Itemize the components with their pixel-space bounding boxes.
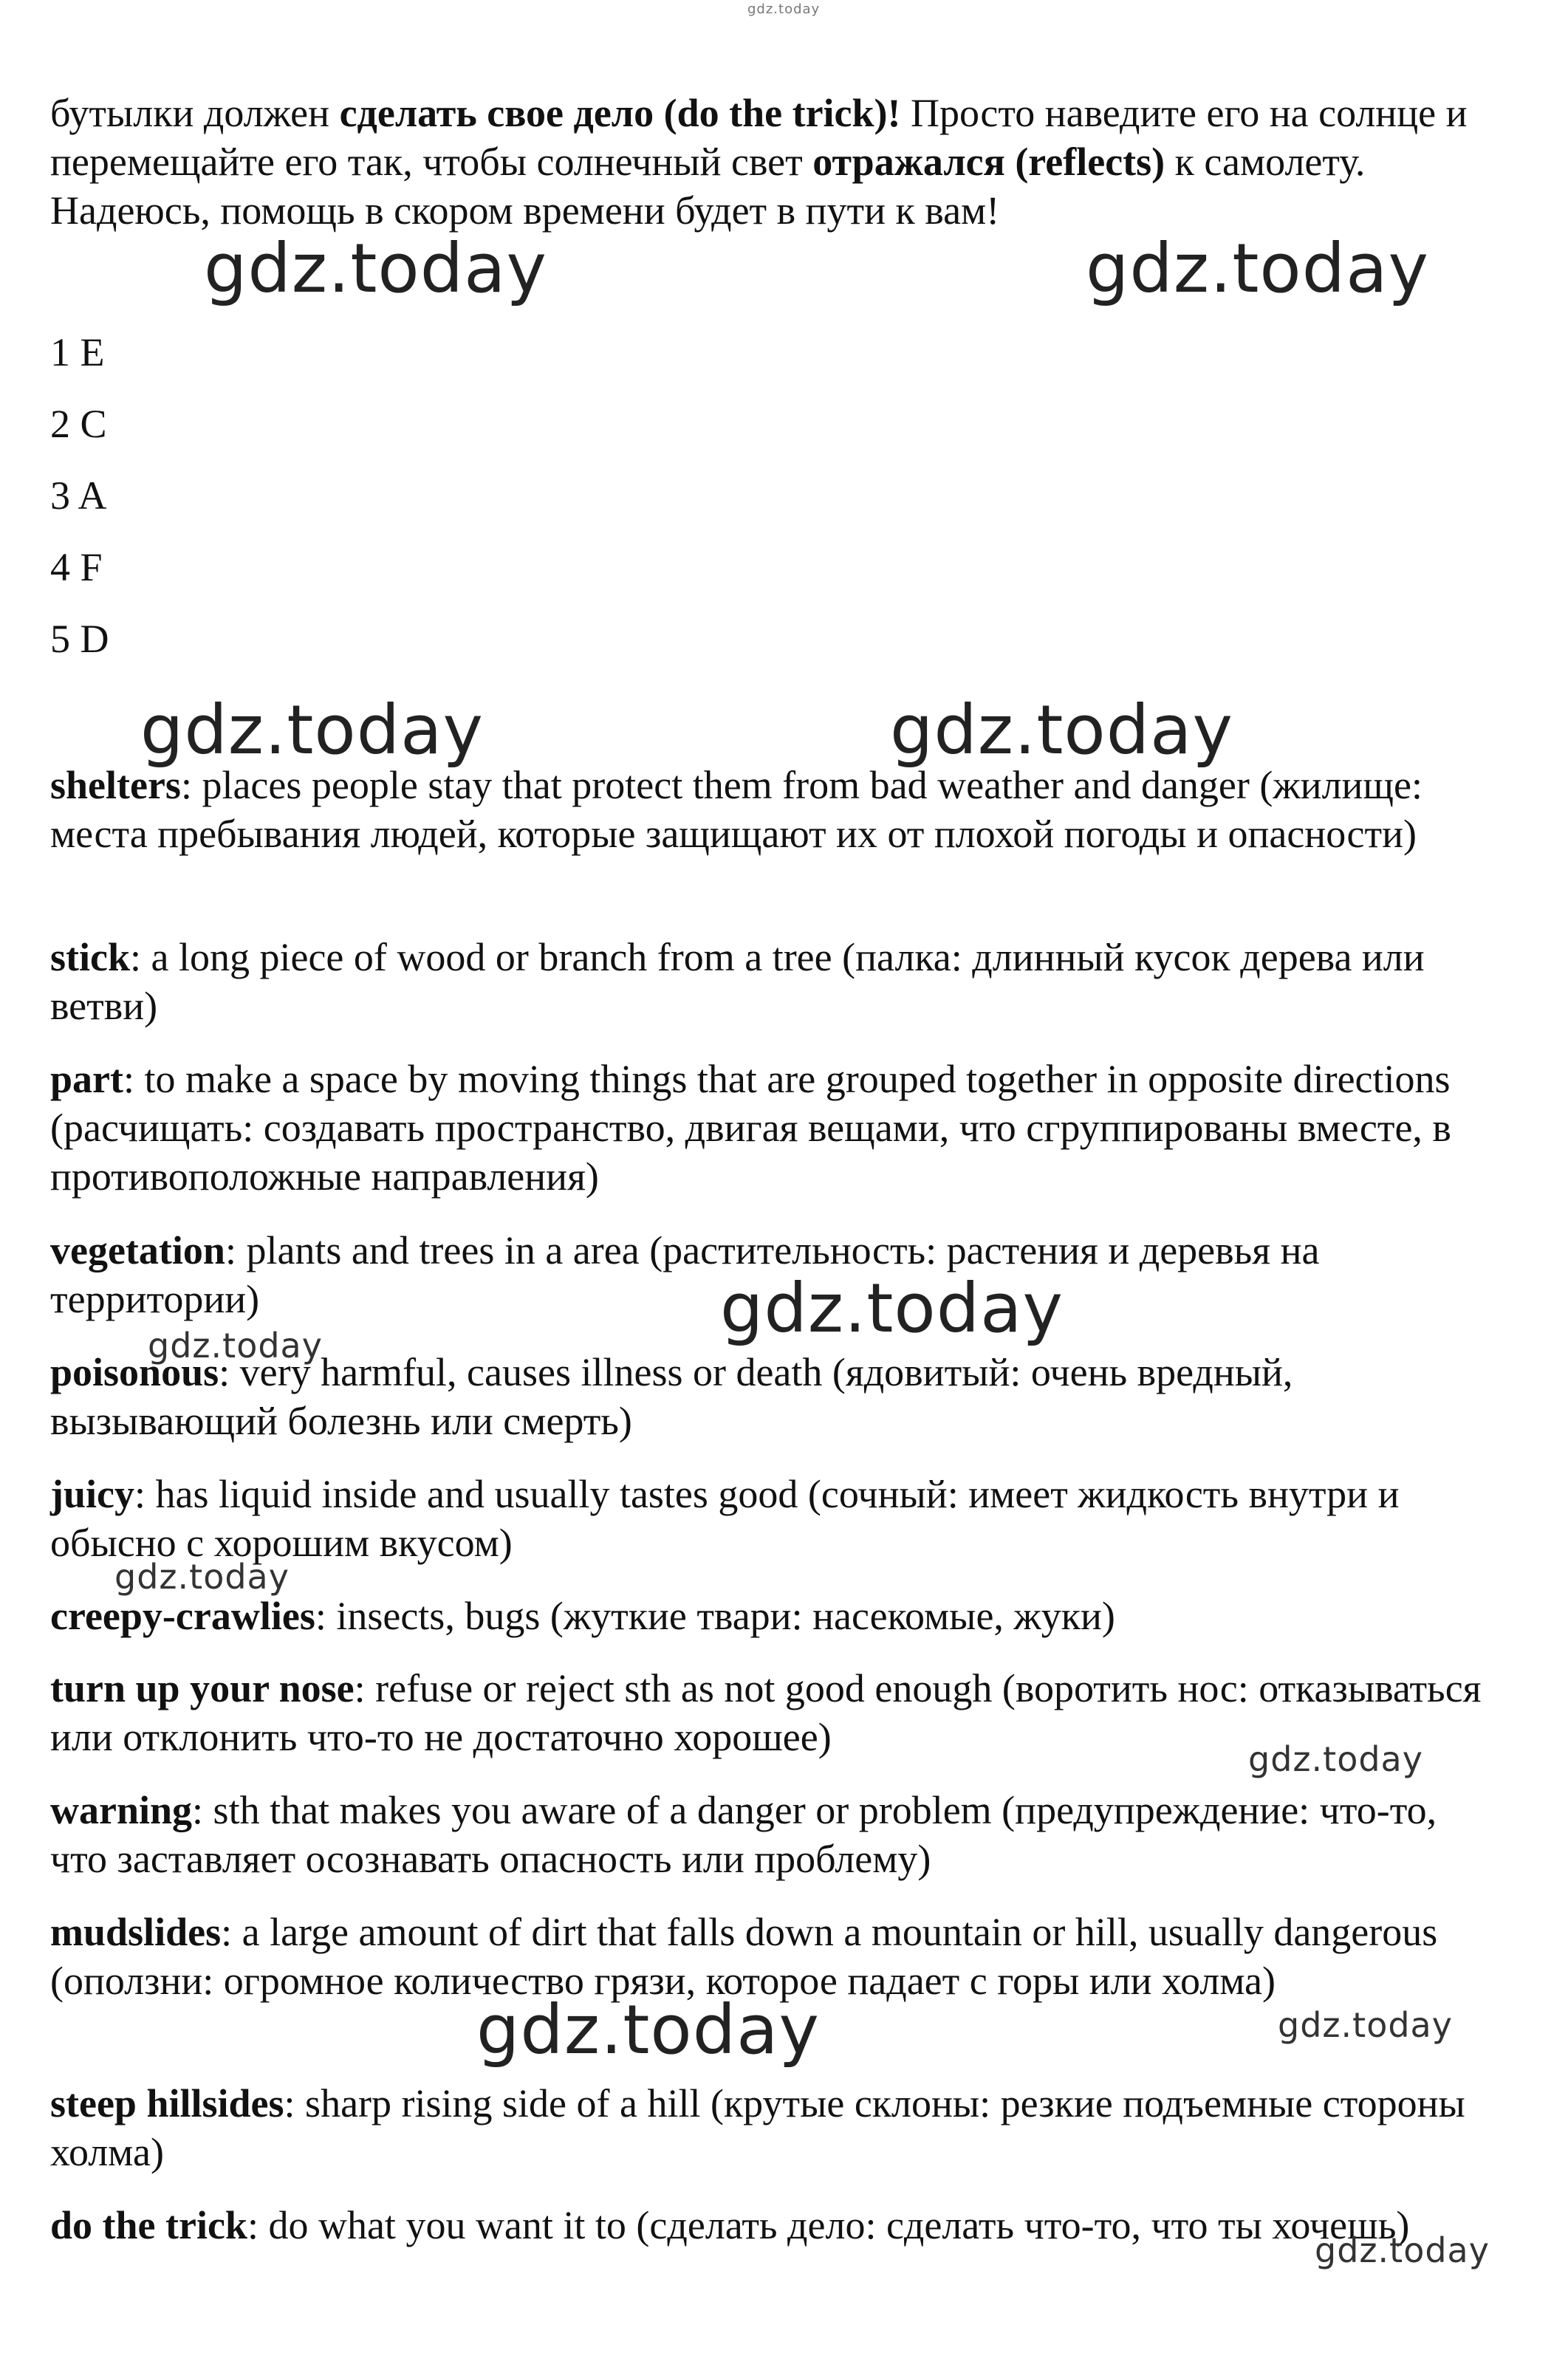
intro-paragraph <box>50 89 1498 235</box>
answer-item: 2 C <box>50 402 107 446</box>
glossary-definition: : has liquid inside and usually tastes good (сочный: имеет жидкость внутри и обысно с хорошим вкусом) <box>50 1472 1400 1565</box>
glossary-definition: : sth that makes you aware of a danger or problem (предупреждение: что-то, что заставляет осознавать опасность или проблему) <box>50 1788 1437 1881</box>
glossary-definition: : sharp rising side of a hill (крутые склоны: резкие подъемные стороны холма) <box>50 2081 1465 2174</box>
glossary-entry <box>50 1348 1498 1445</box>
glossary-term: shelters <box>50 763 181 807</box>
glossary-term: mudslides <box>50 1910 222 1954</box>
glossary-definition: : plants and trees in a area (растительность: растения и деревья на территории) <box>50 1228 1320 1321</box>
glossary-entry <box>50 2201 1498 2250</box>
glossary-definition: : to make a space by moving things that are grouped together in opposite directions (расчищать: создавать пространство, двигая вещами, что сгруппированы вместе, в противоположные направления) <box>50 1057 1451 1199</box>
glossary-definition: : a large amount of dirt that falls down a mountain or hill, usually dangerous (оползни: огромное количество грязи, которое падает с горы или холма) <box>50 1910 1438 2003</box>
watermark: gdz.today <box>1086 229 1429 308</box>
watermark: gdz.today <box>1315 2230 1490 2270</box>
watermark: gdz.today <box>148 1326 323 1366</box>
answer-item: 5 D <box>50 617 109 661</box>
glossary-term: part <box>50 1057 123 1101</box>
answer-item: 1 E <box>50 330 105 374</box>
glossary-term: poisonous <box>50 1350 219 1394</box>
glossary-term: do the trick <box>50 2203 247 2247</box>
glossary-entry <box>50 933 1498 1030</box>
glossary-definition: : do what you want it to (сделать дело: сделать что-то, что ты хочешь) <box>247 2203 1410 2247</box>
watermark: gdz.today <box>720 1269 1064 1348</box>
glossary-entry <box>50 1786 1498 1883</box>
glossary-entry <box>50 1470 1498 1567</box>
glossary-entry <box>50 2079 1498 2176</box>
watermark: gdz.today <box>1248 1739 1423 1779</box>
glossary-entry <box>50 1592 1498 1640</box>
glossary-term: turn up your nose <box>50 1666 355 1710</box>
intro-text-1: бутылки должен <box>50 91 340 135</box>
watermark: gdz.today <box>1278 2005 1453 2045</box>
glossary-definition: : a long piece of wood or branch from a tree (палка: длинный кусок дерева или ветви) <box>50 935 1425 1028</box>
glossary-term: vegetation <box>50 1228 225 1272</box>
glossary-entry <box>50 761 1498 858</box>
watermark: gdz.today <box>114 1557 290 1597</box>
glossary-definition: : very harmful, causes illness or death (ядовитый: очень вредный, вызывающий болезнь или смерть) <box>50 1350 1293 1443</box>
intro-text-2: Просто наведите его на солнце и перемещайте его так, чтобы солнечный свет <box>50 91 1468 184</box>
watermark: gdz.today <box>204 229 547 308</box>
watermark: gdz.today <box>140 691 484 770</box>
glossary-definition: : refuse or reject sth as not good enough (воротить нос: отказываться или отклонить что-то не достаточно хорошее) <box>50 1666 1482 1759</box>
intro-bold-1: сделать свое дело (do the trick)! <box>339 91 901 135</box>
glossary-definition: : places people stay that protect them from bad weather and danger (жилище: места пребывания людей, которые защищают их от плохой погоды и опасности) <box>50 763 1423 856</box>
glossary-term: stick <box>50 935 130 979</box>
glossary-term: juicy <box>50 1472 134 1516</box>
glossary-term: creepy-crawlies <box>50 1594 315 1638</box>
glossary-entry <box>50 1055 1498 1201</box>
glossary-definition: : insects, bugs (жуткие твари: насекомые, жуки) <box>315 1594 1115 1638</box>
glossary-term: steep hillsides <box>50 2081 284 2125</box>
watermark: gdz.today <box>890 691 1233 770</box>
answer-item: 4 F <box>50 545 103 589</box>
intro-text-3: к самолету. Надеюсь, помощь в скором времени будет в пути к вам! <box>50 140 1366 233</box>
intro-bold-2: отражался (reflects) <box>812 140 1165 184</box>
answer-item: 3 A <box>50 473 107 518</box>
watermark: gdz.today <box>476 1990 820 2069</box>
watermark-top: gdz.today <box>747 1 821 17</box>
glossary-term: warning <box>50 1788 193 1832</box>
